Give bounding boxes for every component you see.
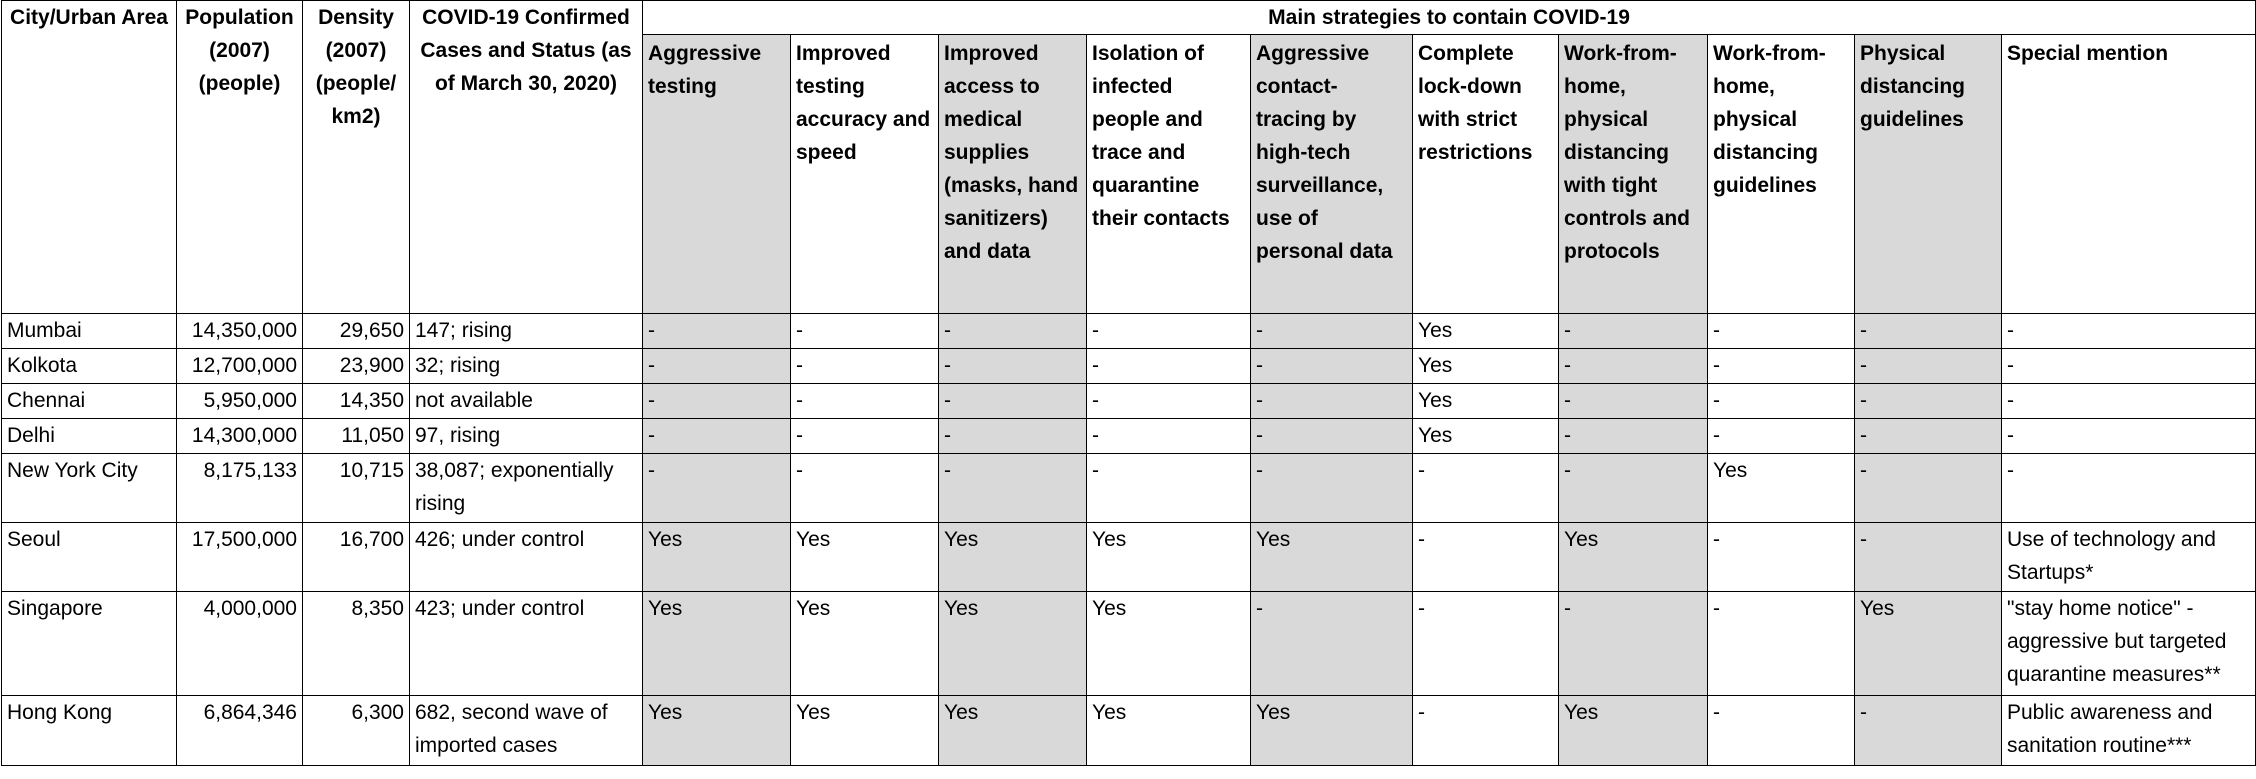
cell-strategy: Yes (791, 523, 939, 592)
header-strategy-contact-tracing: Aggressive contact-tracing by high-tech surveillance, use of personal data (1251, 35, 1413, 314)
header-special-mention: Special mention (2002, 35, 2256, 314)
cell-strategy: - (1087, 454, 1251, 523)
cell-strategy: - (1559, 454, 1708, 523)
cell-density: 11,050 (303, 419, 410, 454)
cell-strategy: - (1855, 384, 2002, 419)
cell-strategy: - (1251, 384, 1413, 419)
cell-strategy: - (1855, 349, 2002, 384)
cell-strategy: - (1087, 419, 1251, 454)
cell-density: 10,715 (303, 454, 410, 523)
cell-strategy: - (791, 384, 939, 419)
cell-covid: 97, rising (410, 419, 643, 454)
cell-strategy: - (1559, 419, 1708, 454)
table-row (2, 314, 2256, 349)
cell-strategy: - (1087, 349, 1251, 384)
cell-city: Kolkota (2, 349, 177, 384)
cell-strategy: Yes (1087, 592, 1251, 696)
cell-strategy: - (1087, 384, 1251, 419)
cell-strategy: Yes (1855, 592, 2002, 696)
cell-covid: 682, second wave of imported cases (410, 696, 643, 766)
table-row (2, 696, 2256, 766)
header-strategy-physical-distancing: Physical distancing guidelines (1855, 35, 2002, 314)
cell-city: Hong Kong (2, 696, 177, 766)
cell-strategy: Yes (1559, 523, 1708, 592)
cell-strategy: Yes (643, 523, 791, 592)
cell-population: 14,300,000 (177, 419, 303, 454)
cell-covid: 423; under control (410, 592, 643, 696)
cell-covid: 147; rising (410, 314, 643, 349)
header-city: City/Urban Area (2, 1, 177, 314)
cell-strategy: - (939, 349, 1087, 384)
table-row (2, 592, 2256, 696)
cell-special-mention: - (2002, 314, 2256, 349)
cell-strategy: - (643, 384, 791, 419)
cell-density: 14,350 (303, 384, 410, 419)
cell-special-mention: - (2002, 454, 2256, 523)
cell-strategy: - (939, 384, 1087, 419)
cell-strategy: - (1855, 523, 2002, 592)
cell-strategy: Yes (1251, 696, 1413, 766)
cell-city: Singapore (2, 592, 177, 696)
cell-strategy: Yes (939, 696, 1087, 766)
cell-strategy: - (1708, 314, 1855, 349)
cell-strategy: - (1087, 314, 1251, 349)
cell-strategy: Yes (643, 696, 791, 766)
cell-strategy: - (1559, 349, 1708, 384)
cell-strategy: Yes (1559, 696, 1708, 766)
cell-special-mention: Use of technology and Startups* (2002, 523, 2256, 592)
cell-strategy: - (1708, 592, 1855, 696)
cell-strategy: Yes (791, 592, 939, 696)
table-row (2, 419, 2256, 454)
table-row (2, 384, 2256, 419)
cell-population: 4,000,000 (177, 592, 303, 696)
cell-strategy: - (643, 454, 791, 523)
cell-special-mention: "stay home notice" - aggressive but targeted quarantine measures** (2002, 592, 2256, 696)
cell-covid: 426; under control (410, 523, 643, 592)
cell-special-mention: - (2002, 349, 2256, 384)
cell-special-mention: Public awareness and sanitation routine*** (2002, 696, 2256, 766)
cell-density: 16,700 (303, 523, 410, 592)
header-strategy-isolation: Isolation of infected people and trace and quarantine their contacts (1087, 35, 1251, 314)
cell-strategy: Yes (1413, 314, 1559, 349)
cell-strategy: Yes (1413, 384, 1559, 419)
cell-strategy: - (791, 419, 939, 454)
cell-strategy: - (1855, 454, 2002, 523)
cell-strategy: - (1559, 384, 1708, 419)
cell-strategy: - (643, 314, 791, 349)
cell-strategy: - (791, 454, 939, 523)
header-strategy-wfh-guidelines: Work-from-home, physical distancing guidelines (1708, 35, 1855, 314)
cell-density: 6,300 (303, 696, 410, 766)
table-row (2, 523, 2256, 592)
cell-strategy: Yes (939, 592, 1087, 696)
header-strategy-testing-accuracy: Improved testing accuracy and speed (791, 35, 939, 314)
cell-population: 6,864,346 (177, 696, 303, 766)
cell-density: 29,650 (303, 314, 410, 349)
cell-strategy: - (939, 314, 1087, 349)
cell-strategy: Yes (1087, 523, 1251, 592)
cell-strategy: Yes (1413, 349, 1559, 384)
cell-strategy: - (643, 419, 791, 454)
cell-city: Mumbai (2, 314, 177, 349)
cell-strategy: - (643, 349, 791, 384)
cell-population: 12,700,000 (177, 349, 303, 384)
header-strategy-medical-supplies: Improved access to medical supplies (masks, hand sanitizers) and data (939, 35, 1087, 314)
cell-strategy: Yes (1251, 523, 1413, 592)
cell-strategy: - (1855, 419, 2002, 454)
cell-special-mention: - (2002, 384, 2256, 419)
cell-strategy: - (1413, 592, 1559, 696)
cell-strategy: - (1413, 696, 1559, 766)
header-strategy-wfh-tight: Work-from-home, physical distancing with tight controls and protocols (1559, 35, 1708, 314)
header-main-strategies: Main strategies to contain COVID-19 (643, 1, 2256, 35)
cell-strategy: Yes (643, 592, 791, 696)
cell-strategy: - (791, 314, 939, 349)
cell-strategy: - (1708, 696, 1855, 766)
cell-covid: not available (410, 384, 643, 419)
cell-strategy: - (1251, 349, 1413, 384)
cell-strategy: - (1559, 314, 1708, 349)
cell-strategy: - (1708, 523, 1855, 592)
cell-strategy: - (1855, 314, 2002, 349)
cell-strategy: Yes (791, 696, 939, 766)
cell-strategy: - (1708, 349, 1855, 384)
header-density: Density (2007) (people/ km2) (303, 1, 410, 314)
table-row (2, 349, 2256, 384)
cell-strategy: - (1413, 454, 1559, 523)
cell-strategy: - (1855, 696, 2002, 766)
cell-strategy: Yes (939, 523, 1087, 592)
cell-covid: 32; rising (410, 349, 643, 384)
cell-city: Chennai (2, 384, 177, 419)
cell-strategy: - (1251, 419, 1413, 454)
cell-population: 17,500,000 (177, 523, 303, 592)
cell-strategy: - (939, 454, 1087, 523)
cell-strategy: - (1251, 592, 1413, 696)
cell-density: 8,350 (303, 592, 410, 696)
table-row (2, 454, 2256, 523)
header-covid-cases: COVID-19 Confirmed Cases and Status (as of March 30, 2020) (410, 1, 643, 314)
cell-density: 23,900 (303, 349, 410, 384)
cell-strategy: - (1251, 314, 1413, 349)
covid-strategies-table (1, 0, 2256, 766)
cell-strategy: - (939, 419, 1087, 454)
cell-city: Seoul (2, 523, 177, 592)
cell-strategy: - (1559, 592, 1708, 696)
cell-strategy: Yes (1413, 419, 1559, 454)
cell-population: 8,175,133 (177, 454, 303, 523)
cell-strategy: - (1708, 384, 1855, 419)
cell-covid: 38,087; exponentially rising (410, 454, 643, 523)
header-strategy-aggressive-testing: Aggressive testing (643, 35, 791, 314)
cell-strategy: - (791, 349, 939, 384)
cell-strategy: - (1251, 454, 1413, 523)
cell-strategy: Yes (1087, 696, 1251, 766)
cell-population: 14,350,000 (177, 314, 303, 349)
cell-special-mention: - (2002, 419, 2256, 454)
cell-strategy: - (1708, 419, 1855, 454)
cell-population: 5,950,000 (177, 384, 303, 419)
cell-city: New York City (2, 454, 177, 523)
cell-strategy: - (1413, 523, 1559, 592)
cell-city: Delhi (2, 419, 177, 454)
header-population: Population (2007) (people) (177, 1, 303, 314)
cell-strategy: Yes (1708, 454, 1855, 523)
header-strategy-lockdown: Complete lock-down with strict restrictions (1413, 35, 1559, 314)
